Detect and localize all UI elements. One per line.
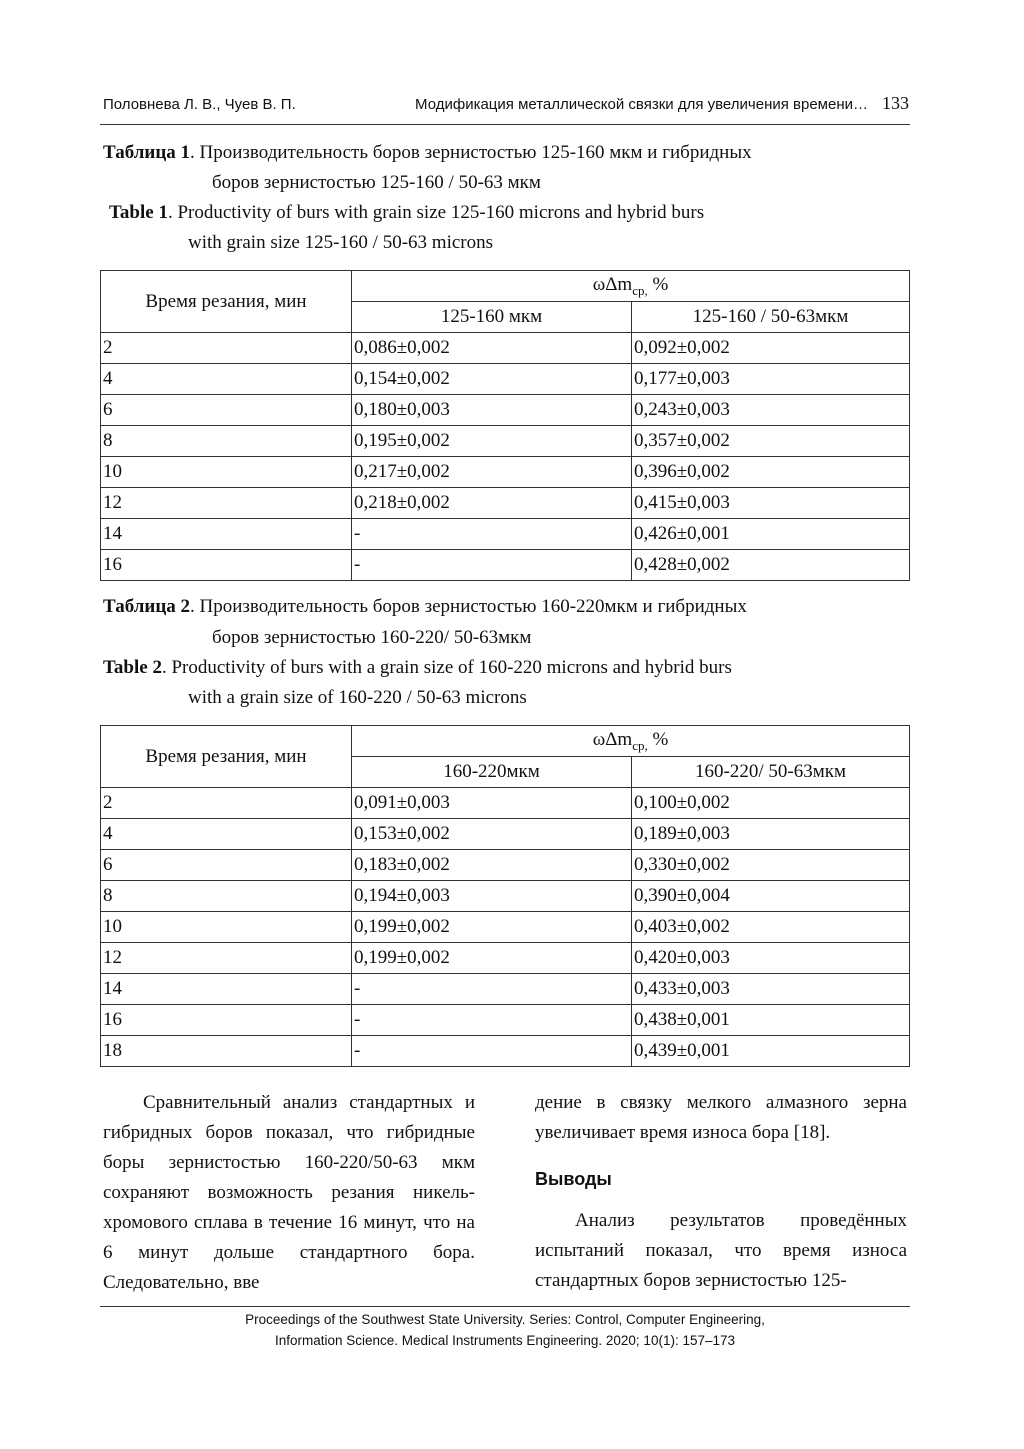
table2-header-omega: ωΔm$_{ср,}$ %: [352, 726, 910, 757]
value-cell: 0,086±0,002: [352, 333, 632, 364]
value-cell: 0,100±0,002: [632, 788, 910, 819]
time-cell: 6: [101, 395, 352, 426]
body-paragraph: Сравнительный анализ стандартных и гибридных боров показал, что гибридные боры зернистостью 160-220/50-63 мкм сохраняют возможность резания никель-хромового сплава в течение 16 минут, что на 6 минут дольше стандартного бора. Следовательно, вве: [103, 1092, 475, 1293]
table1-caption-en-line2: with grain size 125-160 / 50-63 microns: [188, 232, 494, 253]
time-cell: 4: [101, 364, 352, 395]
body-paragraph-continued: дение в связку мелкого алмазного зерна увеличивает время износа бора [18].: [535, 1092, 907, 1143]
table2: [100, 725, 910, 1067]
body-left-column: [103, 1088, 475, 1298]
value-cell: 0,390±0,004: [632, 881, 910, 912]
time-cell: 10: [101, 912, 352, 943]
page-number: 133: [882, 93, 909, 113]
time-cell: 14: [101, 519, 352, 550]
table2-body: [101, 788, 910, 1067]
time-cell: 8: [101, 426, 352, 457]
body-right-column-top: [535, 1088, 907, 1148]
table1-caption-ru-line1: [103, 142, 752, 164]
time-cell: 14: [101, 974, 352, 1005]
time-cell: 10: [101, 457, 352, 488]
value-cell: -: [352, 1005, 632, 1036]
value-cell: 0,199±0,002: [352, 912, 632, 943]
value-cell: 0,426±0,001: [632, 519, 910, 550]
table2-header-time: Время резания, мин: [101, 726, 352, 788]
table1: [100, 270, 910, 581]
value-cell: 0,195±0,002: [352, 426, 632, 457]
table-row: [101, 974, 910, 1005]
value-cell: 0,218±0,002: [352, 488, 632, 519]
table-row: [101, 788, 910, 819]
value-cell: 0,438±0,001: [632, 1005, 910, 1036]
value-cell: 0,091±0,003: [352, 788, 632, 819]
time-cell: 2: [101, 788, 352, 819]
value-cell: 0,199±0,002: [352, 943, 632, 974]
value-cell: 0,217±0,002: [352, 457, 632, 488]
value-cell: -: [352, 974, 632, 1005]
table1-header-time: Время резания, мин: [101, 271, 352, 333]
body-right-column-bottom: [535, 1206, 907, 1296]
time-cell: 12: [101, 943, 352, 974]
value-cell: 0,330±0,002: [632, 850, 910, 881]
table1-header-col2: 125-160 / 50-63мкм: [632, 302, 910, 333]
table1-caption-ru-line2: боров зернистостью 125-160 / 50-63 мкм: [212, 172, 541, 193]
value-cell: 0,420±0,003: [632, 943, 910, 974]
table2-header-col1: 160-220мкм: [352, 757, 632, 788]
table-row: [101, 364, 910, 395]
table1-header-col1: 125-160 мкм: [352, 302, 632, 333]
time-cell: 8: [101, 881, 352, 912]
value-cell: 0,183±0,002: [352, 850, 632, 881]
table1-caption-en-text: . Productivity of burs with grain size 125-160 microns and hybrid burs: [167, 202, 705, 223]
table1-caption-en-line1: [109, 202, 704, 224]
table1-body: [101, 333, 910, 581]
value-cell: -: [352, 550, 632, 581]
table-row: [101, 819, 910, 850]
table2-caption-en-text: . Productivity of burs with a grain size of 160-220 microns and hybrid burs: [161, 657, 732, 678]
table-row: [101, 1036, 910, 1067]
table-row: [101, 912, 910, 943]
time-cell: 12: [101, 488, 352, 519]
value-cell: 0,180±0,003: [352, 395, 632, 426]
header-authors: Половнева Л. В., Чуев В. П.: [103, 96, 296, 113]
value-cell: 0,243±0,003: [632, 395, 910, 426]
table1-label-ru: Таблица 1: [103, 142, 191, 163]
table-row: [101, 943, 910, 974]
table2-caption-ru-line1: [103, 596, 747, 618]
table1-caption-ru-text: . Производительность боров зернистостью 125-160 мкм и гибридных: [190, 142, 752, 163]
section-title: Выводы: [535, 1169, 612, 1189]
table2-caption-ru-line2: боров зернистостью 160-220/ 50-63мкм: [212, 627, 532, 648]
page-footer: [100, 1306, 910, 1351]
footer-line1: Proceedings of the Southwest State University. Series: Control, Computer Engineering,: [245, 1312, 765, 1327]
table2-header-col2: 160-220/ 50-63мкм: [632, 757, 910, 788]
time-cell: 4: [101, 819, 352, 850]
value-cell: -: [352, 1036, 632, 1067]
value-cell: 0,439±0,001: [632, 1036, 910, 1067]
table2-label-ru: Таблица 2: [103, 596, 191, 617]
table-row: [101, 519, 910, 550]
table2-caption-ru-text: . Производительность боров зернистостью 160-220мкм и гибридных: [190, 596, 747, 617]
value-cell: -: [352, 519, 632, 550]
table-row: [101, 850, 910, 881]
conclusion-paragraph: Анализ результатов проведённых испытаний показал, что время износа стандартных боров зернистостью 125-: [535, 1210, 907, 1291]
footer-line2: Information Science. Medical Instruments Engineering. 2020; 10(1): 157–173: [274, 1333, 736, 1348]
table-row: [101, 550, 910, 581]
time-cell: 6: [101, 850, 352, 881]
value-cell: 0,194±0,003: [352, 881, 632, 912]
value-cell: 0,092±0,002: [632, 333, 910, 364]
value-cell: 0,357±0,002: [632, 426, 910, 457]
value-cell: 0,433±0,003: [632, 974, 910, 1005]
value-cell: 0,396±0,002: [632, 457, 910, 488]
value-cell: 0,415±0,003: [632, 488, 910, 519]
value-cell: 0,428±0,002: [632, 550, 910, 581]
time-cell: 2: [101, 333, 352, 364]
table2-label-en: Table 2: [103, 657, 162, 678]
table2-caption-en-line2: with a grain size of 160-220 / 50-63 microns: [188, 687, 527, 708]
table1-label-en: Table 1: [109, 202, 168, 223]
time-cell: 18: [101, 1036, 352, 1067]
table-row: [101, 395, 910, 426]
value-cell: 0,403±0,002: [632, 912, 910, 943]
value-cell: 0,177±0,003: [632, 364, 910, 395]
table-row: [101, 457, 910, 488]
value-cell: 0,154±0,002: [352, 364, 632, 395]
table-row: [101, 426, 910, 457]
table-row: [101, 488, 910, 519]
value-cell: 0,153±0,002: [352, 819, 632, 850]
table-row: [101, 1005, 910, 1036]
header-title: Модификация металлической связки для увеличения времени…: [415, 96, 868, 113]
table-row: [101, 881, 910, 912]
time-cell: 16: [101, 550, 352, 581]
running-header: [100, 92, 910, 125]
value-cell: 0,189±0,003: [632, 819, 910, 850]
table2-caption-en-line1: [103, 657, 732, 679]
table-row: [101, 333, 910, 364]
table1-header-omega: ωΔm$_{ср,}$ %: [352, 271, 910, 302]
time-cell: 16: [101, 1005, 352, 1036]
